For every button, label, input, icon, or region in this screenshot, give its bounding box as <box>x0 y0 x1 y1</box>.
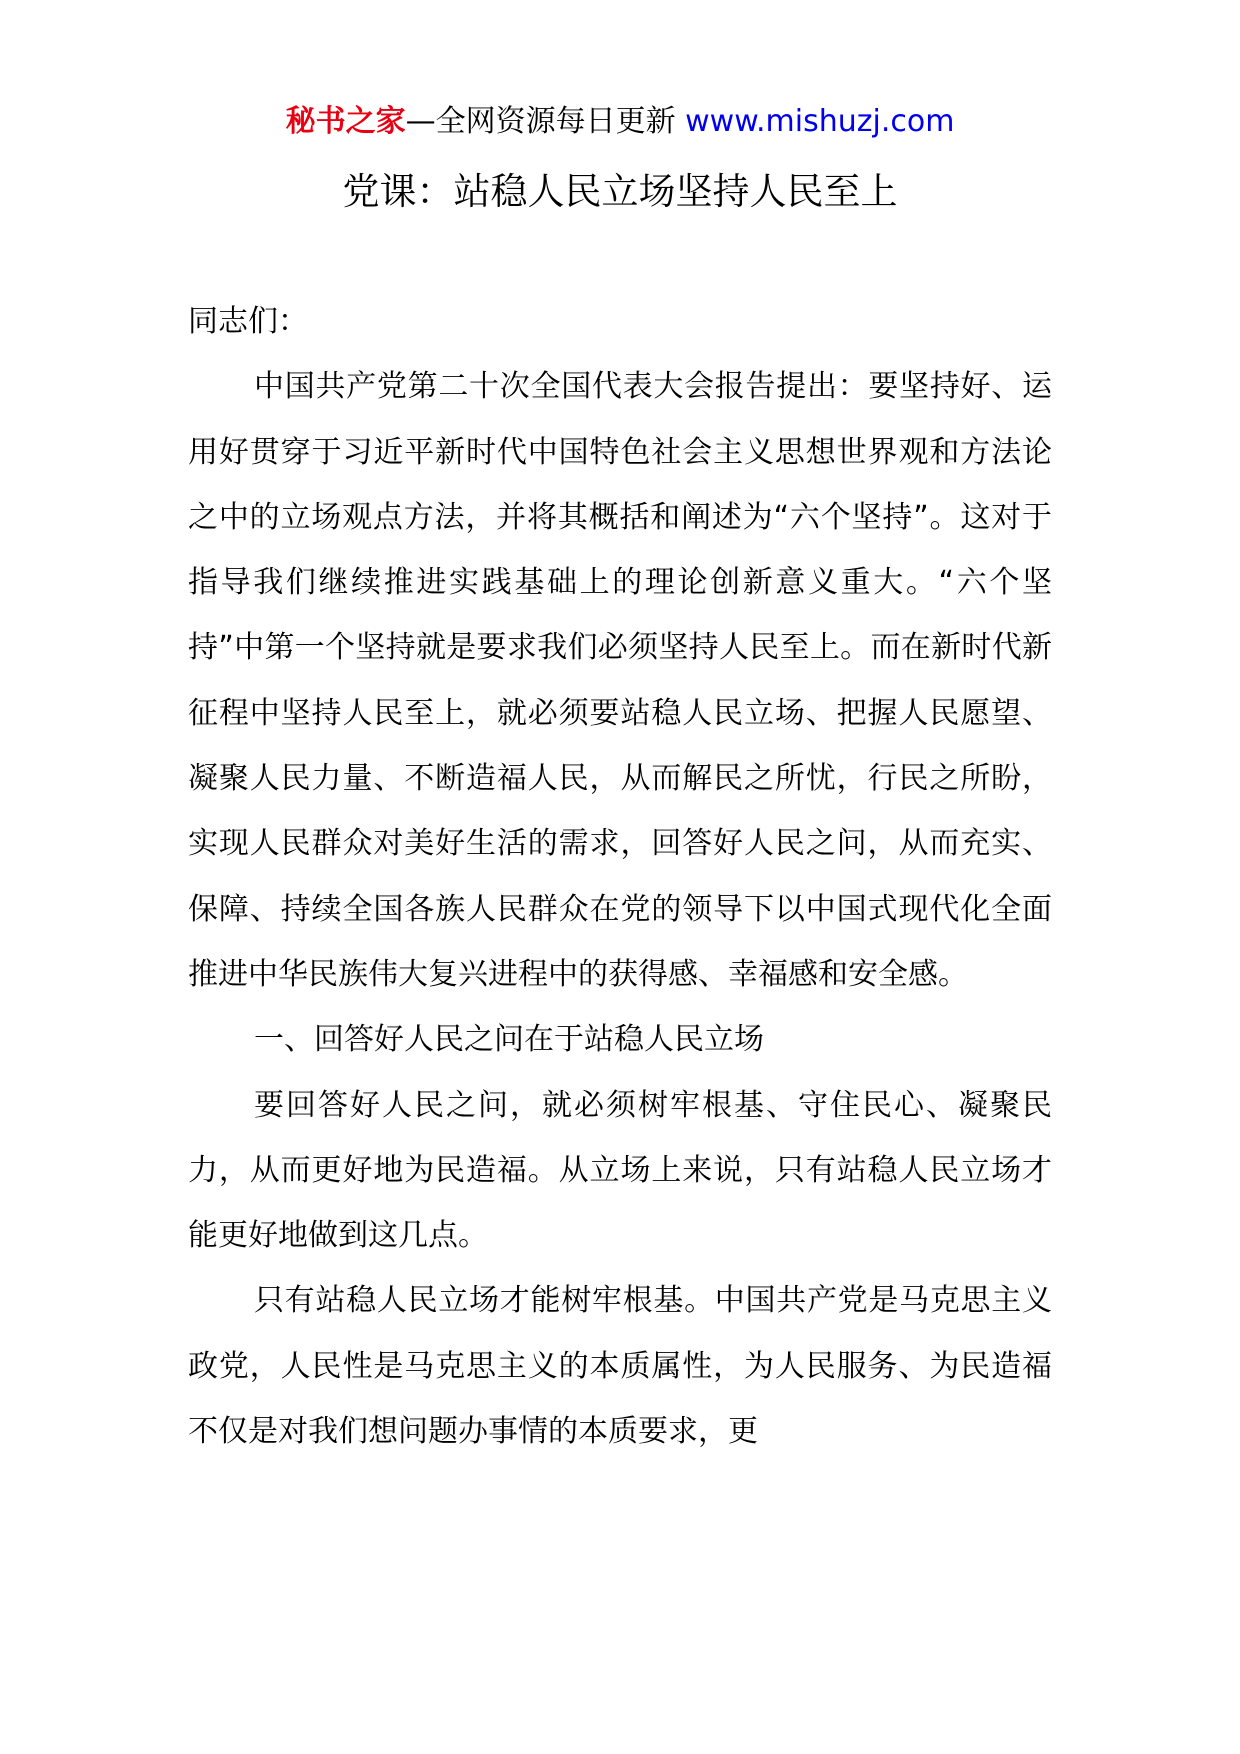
brand-name: 秘书之家 <box>285 104 406 139</box>
site-header <box>0 100 1240 144</box>
section-heading-1: 一、回答好人民之问在于站稳人民立场 <box>254 1022 764 1058</box>
greeting: 同志们： <box>188 304 308 339</box>
document-title: 党课：站稳人民立场坚持人民至上 <box>342 170 898 213</box>
document-body <box>188 289 1052 1464</box>
header-slogan: —全网资源每日更新 <box>405 104 686 139</box>
paragraph-section-1-intro: 要回答好人民之问，就必须树牢根基、守住民心、凝聚民力，从而更好地为民造福。从立场上来说，只有站稳人民立场才能更好地做到这几点。 <box>188 1087 1052 1254</box>
paragraph-roots: 只有站稳人民立场才能树牢根基。中国共产党是马克思主义政党，人民性是马克思主义的本质属性，为人民服务、为民造福不仅是对我们想问题办事情的本质要求，更 <box>188 1283 1052 1450</box>
site-url-link[interactable]: www.mishuzj.com <box>685 104 955 139</box>
paragraph-intro: 中国共产党第二十次全国代表大会报告提出：要坚持好、运用好贯穿于习近平新时代中国特色社会主义思想世界观和方法论之中的立场观点方法，并将其概括和阐述为“六个坚持”。这对于指导我们继续推进实践基础上的理论创新意义重大。“六个坚持”中第一个坚持就是要求我们必须坚持人民至上。而在新时代新征程中坚持人民至上，就必须要站稳人民立场、把握人民愿望、凝聚人民力量、不断造福人民，从而解民之所忧，行民之所盼，实现人民群众对美好生活的需求，回答好人民之问，从而充实、保障、持续全国各族人民群众在党的领导下以中国式现代化全面推进中华民族伟大复兴进程中的获得感、幸福感和安全感。 <box>188 369 1052 992</box>
